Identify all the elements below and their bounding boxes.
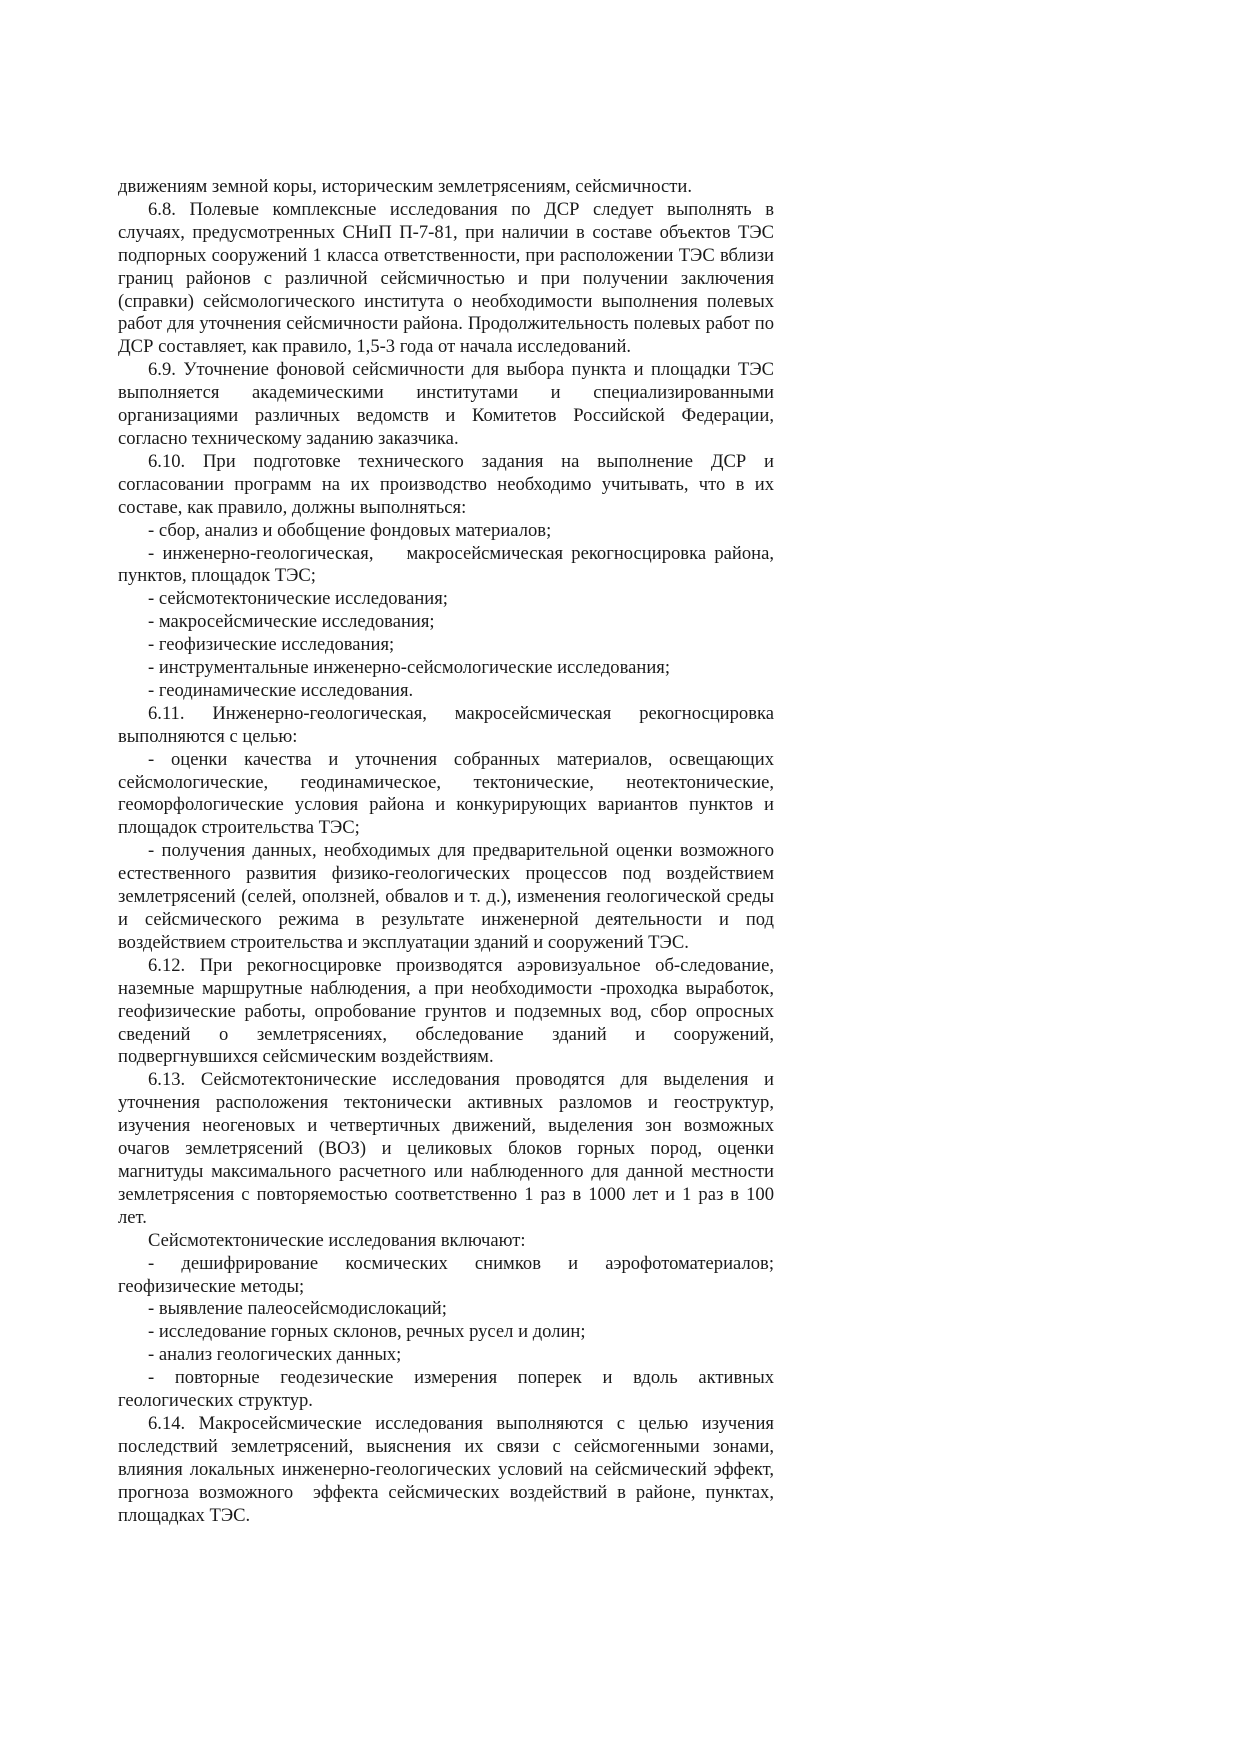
list-item: - сейсмотектонические исследования; [148,588,448,610]
list-item: - анализ геологических данных; [148,1344,402,1366]
list-item: - инструментальные инженерно-сейсмологические исследования; [148,657,671,679]
paragraph-6-8: 6.8. Полевые комплексные исследования по ДСР следует выполнять в случаях, предусмотренных СНиП П-7-81, при наличии в составе объектов ТЭС подпорных сооружений 1 класса ответственности, при расположении ТЭС вблизи границ районов с различной сейсмичностью и при получении заключения (справки) сейсмологического института о необходимости выполнения полевых работ для уточнения сейсмичности района. Продолжительность полевых работ по ДСР составляет, как правило, 1,5-3 года от начала исследований. [118,198,774,358]
list-item: - исследование горных склонов, речных русел и долин; [148,1321,586,1343]
list-item: - геофизические исследования; [148,634,395,656]
paragraph-6-13: 6.13. Сейсмотектонические исследования проводятся для выделения и уточнения расположения тектонически активных разломов и геоструктур, изучения неогеновых и четвертичных движений, выделения зон возможных очагов землетрясений (ВОЗ) и целиковых блоков горных пород, оценки магнитуды максимального расчетного или наблюденного для данной местности землетрясения с повторяемостью соответственно 1 раз в 1000 лет и 1 раз в 100 лет. [118,1069,774,1228]
document-page [118,176,779,1527]
paragraph-6-10: 6.10. При подготовке технического задания на выполнение ДСР и согласовании программ на их производство необходимо учитывать, что в их составе, как правило, должны выполняться: [118,450,774,518]
paragraph-6-11: 6.11. Инженерно-геологическая, макросейсмическая рекогносцировка выполняются с целью: [118,702,774,747]
paragraph-6-14: 6.14. Макросейсмические исследования выполняются с целью изучения последствий землетрясений, выяснения их связи с сейсмогенными зонами, влияния локальных инженерно-геологических условий на сейсмический эффект, прогноза возможного эффекта сейсмических воздействий в районе, пунктах, площадках ТЭС. [118,1412,779,1526]
paragraph-6-9: 6.9. Уточнение фоновой сейсмичности для выбора пункта и площадки ТЭС выполняется академическими институтами и специализированными организациями различных ведомств и Комитетов Российской Федерации, согласно техническому заданию заказчика. [118,359,774,449]
list-item: - повторные геодезические измерения поперек и вдоль активных геологических структур. [118,1367,774,1412]
list-item: - геодинамические исследования. [148,679,414,701]
list-item: - выявление палеосейсмодислокаций; [148,1298,447,1320]
paragraph-continuation: движениям земной коры, историческим землетрясениям, сейсмичности. [118,176,692,197]
list-item: - инженерно-геологическая, макросейсмическая рекогносцировка района, пунктов, площадок ТЭС; [118,542,779,587]
paragraph-6-12: 6.12. При рекогносцировке производятся аэровизуальное об-следование, наземные маршрутные наблюдения, а при необходимости -проходка выработок, геофизические работы, опробование грунтов и подземных вод, сбор опросных сведений о землетрясениях, обследование зданий и сооружений, подвергнувшихся сейсмическим воздействиям. [118,954,774,1068]
list-item: - дешифрирование космических снимков и аэрофотоматериалов; геофизические методы; [118,1252,774,1297]
list-item: - оценки качества и уточнения собранных материалов, освещающих сейсмологические, геодинамическое, тектонические, неотектонические, геоморфологические условия района и конкурирующих вариантов пунктов и площадок строительства ТЭС; [118,748,774,839]
list-item: - сбор, анализ и обобщение фондовых материалов; [148,519,552,541]
list-item: - макросейсмические исследования; [148,611,435,633]
paragraph-seismotectonic-intro: Сейсмотектонические исследования включают: [148,1229,526,1251]
list-item: - получения данных, необходимых для предварительной оценки возможного естественного развития физико-геологических процессов под воздействием землетрясений (селей, оползней, обвалов и т. д.), изменения геологической среды и сейсмического режима в результате инженерной деятельности и под воздействием строительства и эксплуатации зданий и сооружений ТЭС. [118,840,774,953]
